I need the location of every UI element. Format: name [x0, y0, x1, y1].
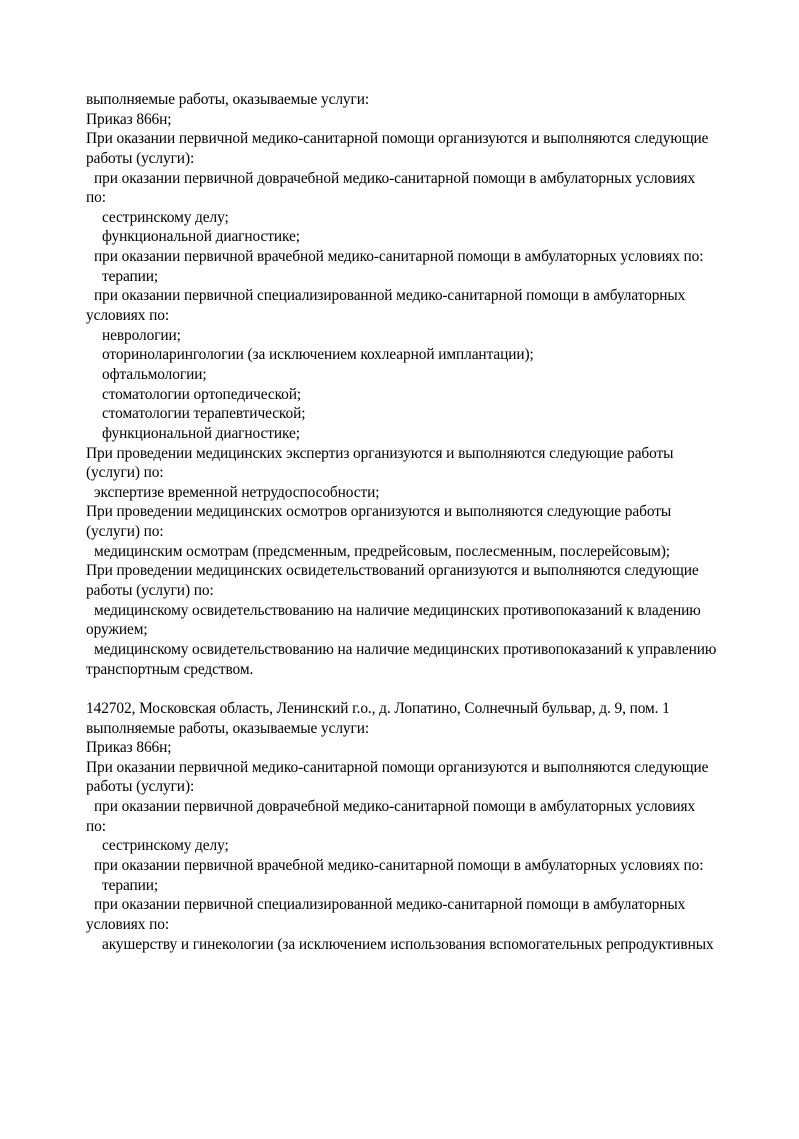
document-line: при оказании первичной врачебной медико-санитарной помощи в амбулаторных условиях по:: [94, 856, 704, 874]
document-line: При проведении медицинских осмотров организуются и выполняются следующие работы: [86, 503, 672, 521]
document-line: акушерству и гинекологии (за исключением использования вспомогательных репродуктивных: [102, 935, 714, 953]
document-line: по:: [86, 189, 106, 207]
document-line: сестринскому делу;: [102, 208, 229, 226]
document-line: Приказ 866н;: [86, 739, 172, 757]
document-line: терапии;: [102, 267, 159, 285]
document-line: при оказании первичной специализированной медико-санитарной помощи в амбулаторных: [94, 896, 686, 914]
document-line: При оказании первичной медико-санитарной помощи организуются и выполняются следующие: [86, 130, 709, 148]
document-line: при оказании первичной врачебной медико-санитарной помощи в амбулаторных условиях по:: [94, 248, 704, 266]
document-line: (услуги) по:: [86, 464, 164, 482]
document-line: при оказании первичной доврачебной медико-санитарной помощи в амбулаторных условиях: [94, 798, 696, 816]
document-line: 142702, Московская область, Ленинский г.о., д. Лопатино, Солнечный бульвар, д. 9, пом. 1: [86, 699, 670, 717]
document-line: (услуги) по:: [86, 523, 164, 541]
document-line: условиях по:: [86, 307, 170, 325]
document-line: при оказании первичной специализированной медико-санитарной помощи в амбулаторных: [94, 287, 686, 305]
document-line: При проведении медицинских освидетельствований организуются и выполняются следующие: [86, 562, 699, 580]
document-line: функциональной диагностике;: [102, 424, 300, 442]
document-line: экспертизе временной нетрудоспособности;: [94, 483, 380, 501]
document-line: по:: [86, 817, 106, 835]
document-line: функциональной диагностике;: [102, 228, 300, 246]
document-page: [86, 90, 776, 954]
document-line: медицинскому освидетельствованию на наличие медицинских противопоказаний к владению: [94, 601, 701, 619]
document-line: условиях по:: [86, 915, 170, 933]
document-line: стоматологии терапевтической;: [102, 405, 306, 423]
document-line: работы (услуги) по:: [86, 582, 214, 600]
document-line: стоматологии ортопедической;: [102, 385, 302, 403]
document-line: работы (услуги):: [86, 149, 195, 167]
document-line: офтальмологии;: [102, 365, 207, 383]
document-line: транспортным средством.: [86, 660, 254, 678]
document-line: выполняемые работы, оказываемые услуги:: [86, 91, 370, 108]
document-line: при оказании первичной доврачебной медико-санитарной помощи в амбулаторных условиях: [94, 169, 696, 187]
document-line: медицинскому освидетельствованию на наличие медицинских противопоказаний к управлению: [94, 640, 717, 658]
document-line: выполняемые работы, оказываемые услуги:: [86, 719, 370, 737]
document-line: сестринскому делу;: [102, 837, 229, 855]
document-line: оружием;: [86, 621, 148, 639]
document-line: оториноларингологии (за исключением кохлеарной имплантации);: [102, 346, 534, 364]
document-line: работы (услуги):: [86, 778, 195, 796]
license-section-1: [86, 90, 776, 679]
document-line: При проведении медицинских экспертиз организуются и выполняются следующие работы: [86, 444, 674, 462]
section-spacer: [86, 679, 776, 699]
document-line: При оказании первичной медико-санитарной помощи организуются и выполняются следующие: [86, 758, 709, 776]
license-section-2-address: [86, 699, 776, 954]
document-line: медицинским осмотрам (предсменным, предрейсовым, послесменным, послерейсовым);: [94, 542, 670, 560]
document-line: терапии;: [102, 876, 159, 894]
document-line: Приказ 866н;: [86, 110, 172, 128]
document-line: неврологии;: [102, 326, 181, 344]
